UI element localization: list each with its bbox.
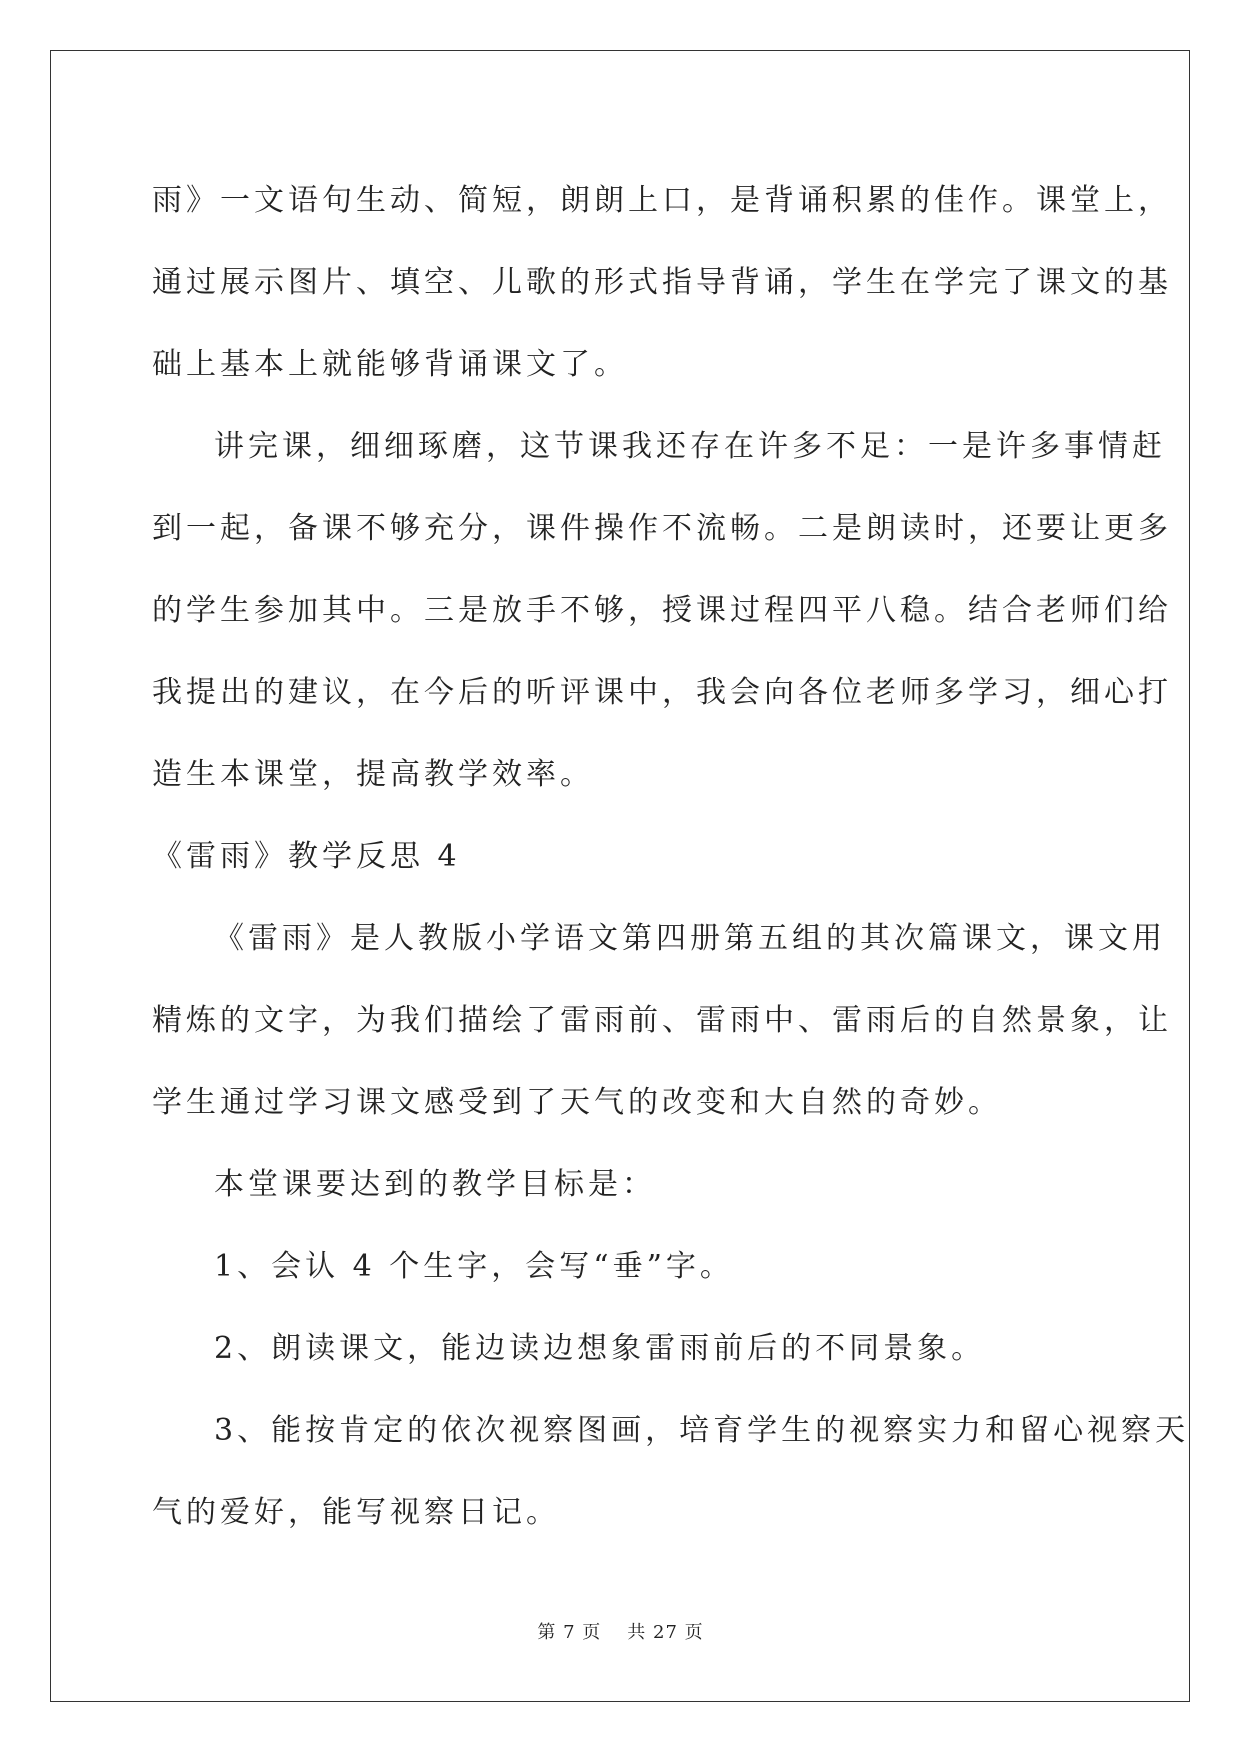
document-body: [152, 160, 1190, 1554]
body-line: 雨》一文语句生动、简短，朗朗上口，是背诵积累的佳作。课堂上，: [152, 183, 1172, 218]
body-line: 气的爱好，能写视察日记。: [152, 1495, 560, 1530]
current-page-number: 第 7 页: [537, 1622, 602, 1643]
body-line: 通过展示图片、填空、儿歌的形式指导背诵，学生在学完了课文的基: [152, 265, 1172, 300]
body-line: 的学生参加其中。三是放手不够，授课过程四平八稳。结合老师们给: [152, 593, 1172, 628]
list-item: 2、朗读课文，能边读边想象雷雨前后的不同景象。: [214, 1331, 986, 1366]
section-heading: 《雷雨》教学反思 4: [152, 839, 461, 874]
list-item: 3、能按肯定的依次视察图画，培育学生的视察实力和留心视察天: [214, 1413, 1190, 1448]
body-line: 础上基本上就能够背诵课文了。: [152, 347, 628, 382]
page-footer: [0, 1618, 1241, 1644]
body-line: 讲完课，细细琢磨，这节课我还存在许多不足：一是许多事情赶: [214, 429, 1166, 464]
body-line: 造生本课堂，提高教学效率。: [152, 757, 594, 792]
list-item: 1、会认 4 个生字，会写“垂”字。: [214, 1249, 734, 1284]
body-line: 我提出的建议，在今后的听评课中，我会向各位老师多学习，细心打: [152, 675, 1172, 710]
body-line: 精炼的文字，为我们描绘了雷雨前、雷雨中、雷雨后的自然景象，让: [152, 1003, 1172, 1038]
body-line: 学生通过学习课文感受到了天气的改变和大自然的奇妙。: [152, 1085, 1002, 1120]
body-line: 本堂课要达到的教学目标是：: [214, 1167, 656, 1202]
total-page-count: 共 27 页: [627, 1622, 704, 1643]
body-line: 《雷雨》是人教版小学语文第四册第五组的其次篇课文，课文用: [214, 921, 1166, 956]
body-line: 到一起，备课不够充分，课件操作不流畅。二是朗读时，还要让更多: [152, 511, 1172, 546]
